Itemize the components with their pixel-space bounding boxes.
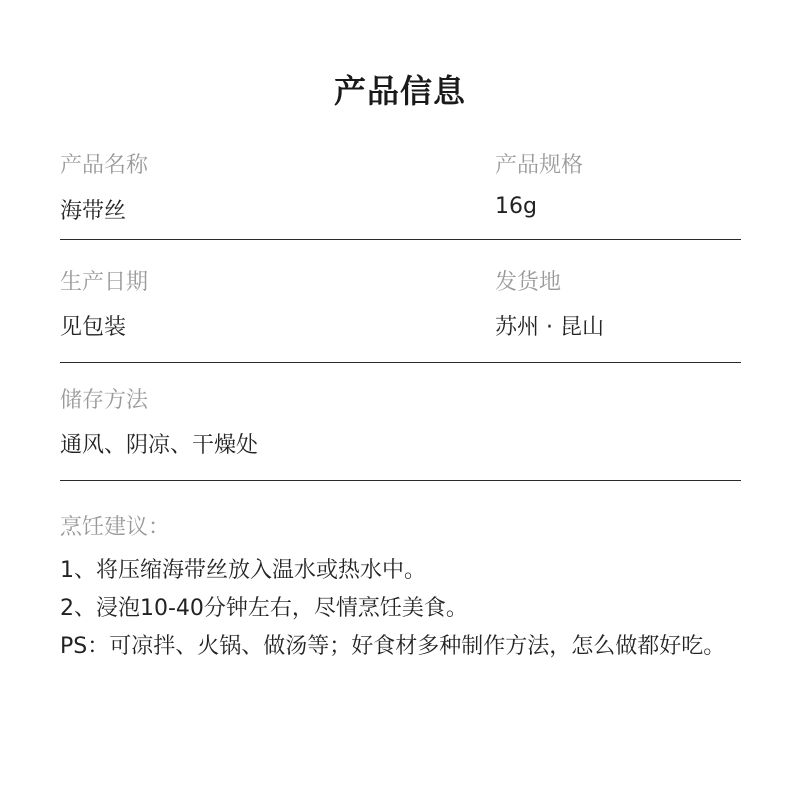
ship-from-label: 发货地 xyxy=(495,270,562,295)
divider xyxy=(60,480,741,481)
page-title: 产品信息 xyxy=(333,72,466,110)
storage-label: 储存方法 xyxy=(60,388,149,413)
ship-from-value: 苏州 · 昆山 xyxy=(495,315,604,340)
divider xyxy=(60,239,741,240)
product-name-value: 海带丝 xyxy=(60,199,127,224)
divider xyxy=(60,362,741,363)
cooking-note: PS：可凉拌、火锅、做汤等；好食材多种制作方法，怎么做都好吃。 xyxy=(60,634,726,659)
cooking-step-1: 1、将压缩海带丝放入温水或热水中。 xyxy=(60,558,426,583)
storage-value: 通风、阴凉、干燥处 xyxy=(60,433,259,458)
cooking-step-2: 2、浸泡10-40分钟左右，尽情烹饪美食。 xyxy=(60,596,468,621)
product-spec-label: 产品规格 xyxy=(495,153,584,178)
product-spec-value: 16g xyxy=(495,194,537,219)
production-date-value: 见包装 xyxy=(60,315,127,340)
production-date-label: 生产日期 xyxy=(60,270,149,295)
product-name-label: 产品名称 xyxy=(60,153,149,178)
cooking-label: 烹饪建议： xyxy=(60,515,171,540)
